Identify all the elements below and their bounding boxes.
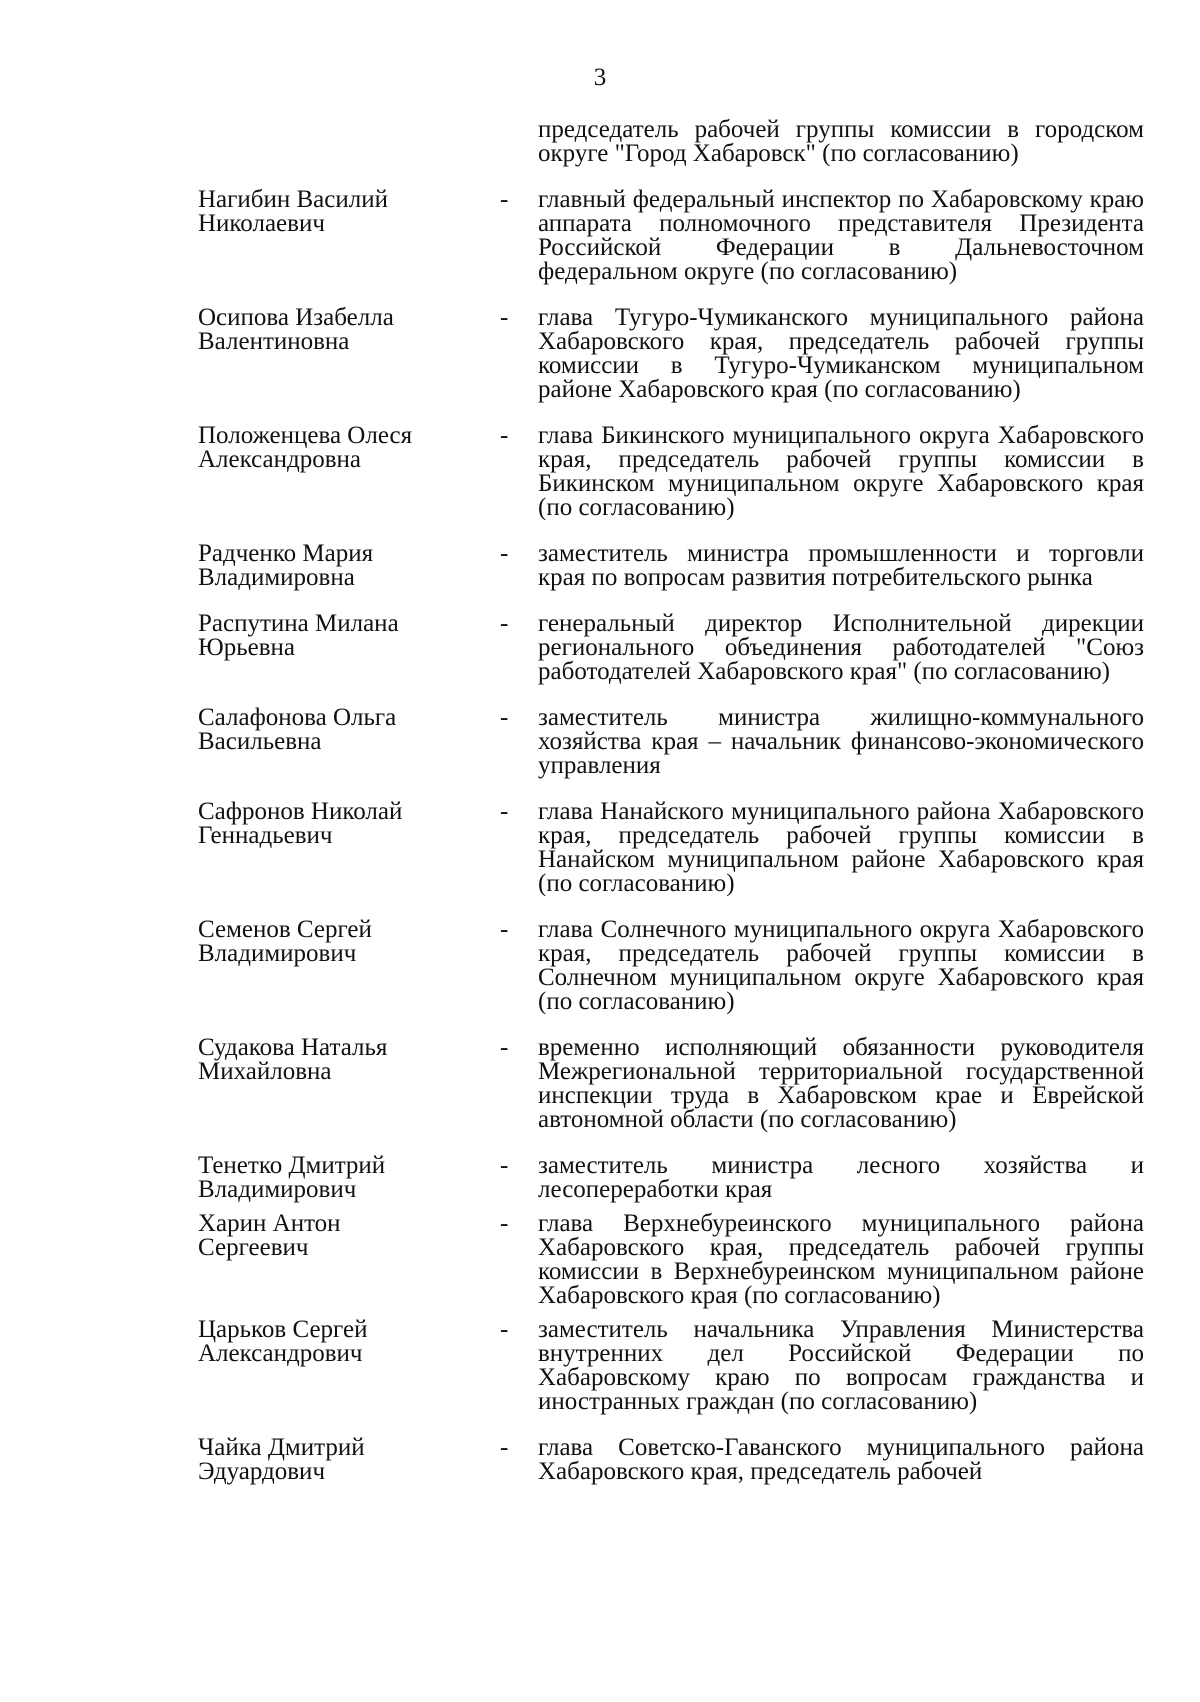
member-name: Радченко Мария Владимировна xyxy=(198,540,374,591)
member-position: глава Нанайского муниципального района Хабаровского края, председатель рабочей группы комиссии в Нанайском муниципальном районе Хабаровского края (по согласованию) xyxy=(538,798,1144,897)
member-name: Судакова Наталья Михайловна xyxy=(198,1034,388,1085)
entry-dash: - xyxy=(500,1316,509,1343)
member-name: Царьков Сергей Александрович xyxy=(198,1316,368,1367)
member-position: глава Верхнебуреинского муниципального района Хабаровского края, председатель рабочей группы комиссии в Верхнебуреинском муниципальном районе Хабаровского края (по согласованию) xyxy=(538,1210,1144,1309)
member-position: временно исполняющий обязанности руководителя Межрегиональной территориальной государственной инспекции труда в Хабаровском крае и Еврейской автономной области (по согласованию) xyxy=(538,1034,1144,1133)
member-position: заместитель начальника Управления Министерства внутренних дел Российской Федерации по Хабаровскому краю по вопросам гражданства и иностранных граждан (по согласованию) xyxy=(538,1316,1144,1415)
member-entry xyxy=(198,188,1144,284)
member-entry xyxy=(198,1318,1144,1414)
entry-dash: - xyxy=(500,1210,509,1237)
member-entry xyxy=(198,1436,1144,1484)
entry-dash: - xyxy=(500,798,509,825)
member-name: Распутина Милана Юрьевна xyxy=(198,610,399,661)
member-entry xyxy=(198,542,1144,590)
member-entry xyxy=(198,1212,1144,1308)
member-position: генеральный директор Исполнительной дирекции регионального объединения работодателей "Союз работодателей Хабаровского края" (по согласованию) xyxy=(538,610,1144,685)
entry-dash: - xyxy=(500,1152,509,1179)
member-entry xyxy=(198,1036,1144,1132)
member-name: Нагибин Василий Николаевич xyxy=(198,186,388,237)
member-position: заместитель министра жилищно-коммунального хозяйства края – начальник финансово-экономического управления xyxy=(538,704,1144,779)
member-name: Положенцева Олеся Александровна xyxy=(198,422,413,473)
member-position: глава Солнечного муниципального округа Хабаровского края, председатель рабочей группы комиссии в Солнечном муниципальном округе Хабаровского края (по согласованию) xyxy=(538,916,1144,1015)
member-entry xyxy=(198,424,1144,520)
entry-dash: - xyxy=(500,916,509,943)
member-entry xyxy=(198,800,1144,896)
entry-dash: - xyxy=(500,186,509,213)
member-entry xyxy=(198,706,1144,778)
entry-dash: - xyxy=(500,304,509,331)
member-name: Тенетко Дмитрий Владимирович xyxy=(198,1152,386,1203)
member-name: Осипова Изабелла Валентиновна xyxy=(198,304,394,355)
continuation-text: председатель рабочей группы комиссии в городском округе "Город Хабаровск" (по согласованию) xyxy=(538,116,1144,167)
member-entry xyxy=(198,918,1144,1014)
entry-dash: - xyxy=(500,1034,509,1061)
member-name: Чайка Дмитрий Эдуардович xyxy=(198,1434,365,1485)
entry-dash: - xyxy=(500,1434,509,1461)
entry-dash: - xyxy=(500,610,509,637)
member-position: глава Бикинского муниципального округа Хабаровского края, председатель рабочей группы комиссии в Бикинском муниципальном округе Хабаровского края (по согласованию) xyxy=(538,422,1144,521)
page-number: 3 xyxy=(593,64,607,91)
member-position: глава Советско-Гаванского муниципального района Хабаровского края, председатель рабочей xyxy=(538,1434,1144,1485)
member-position: заместитель министра лесного хозяйства и лесопереработки края xyxy=(538,1152,1144,1203)
member-entry xyxy=(198,612,1144,684)
member-name: Сафронов Николай Геннадьевич xyxy=(198,798,403,849)
member-name: Семенов Сергей Владимирович xyxy=(198,916,372,967)
member-entry xyxy=(198,306,1144,402)
member-position: главный федеральный инспектор по Хабаровскому краю аппарата полномочного представителя Президента Российской Федерации в Дальневосточном федеральном округе (по согласованию) xyxy=(538,186,1144,285)
member-position: заместитель министра промышленности и торговли края по вопросам развития потребительского рынка xyxy=(538,540,1144,591)
member-name: Харин Антон Сергеевич xyxy=(198,1210,341,1261)
commission-member-list xyxy=(198,118,1144,1506)
member-position: глава Тугуро-Чумиканского муниципального района Хабаровского края, председатель рабочей группы комиссии в Тугуро-Чумиканском муниципальном районе Хабаровского края (по согласованию) xyxy=(538,304,1144,403)
member-entries xyxy=(198,188,1144,1484)
entry-dash: - xyxy=(500,540,509,567)
entry-dash: - xyxy=(500,704,509,731)
entry-dash: - xyxy=(500,422,509,449)
member-entry xyxy=(198,1154,1144,1202)
member-name: Салафонова Ольга Васильевна xyxy=(198,704,397,755)
